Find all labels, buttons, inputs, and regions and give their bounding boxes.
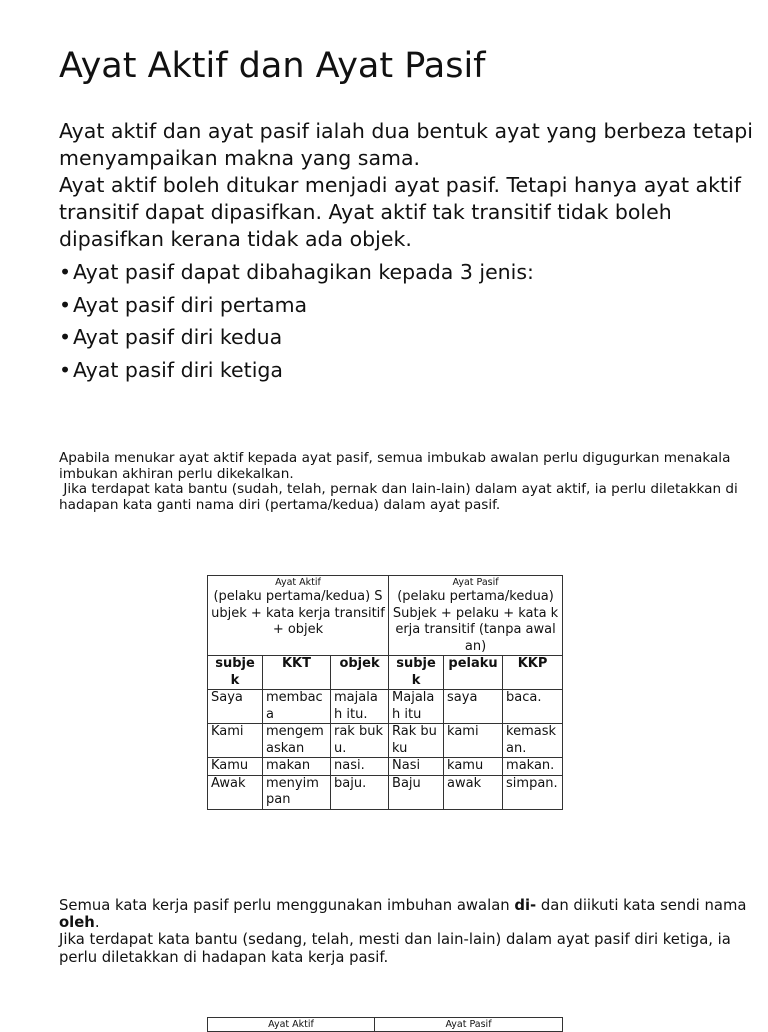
note2-paragraph-2: Jika terdapat kata bantu (sedang, telah, mesti dan lain-lain) dalam ayat pasif diri ketiga, ia perlu diletakkan di hadapan kata kerja pasif.: [59, 931, 731, 966]
table-cell: baju.: [331, 775, 389, 809]
prefix-di: di-: [514, 897, 537, 914]
table-cell: makan.: [503, 758, 563, 776]
note2-paragraph-1: Semua kata kerja pasif perlu menggunakan imbuhan awalan di- dan diikuti kata sendi nama oleh.: [59, 897, 747, 932]
active-caption: Ayat Aktif: [275, 577, 321, 588]
conversion-table-first-second-person: [207, 575, 563, 810]
column-header: objek: [331, 656, 389, 690]
word-oleh: oleh: [59, 914, 95, 932]
table-cell: baca.: [503, 690, 563, 724]
column-header: KKP: [503, 656, 563, 690]
bullet-icon: •: [59, 325, 72, 349]
table-column-header: [208, 656, 563, 690]
table-cell: kamu: [444, 758, 503, 776]
table-cell: kami: [444, 724, 503, 758]
table-cell: rak buku.: [331, 724, 389, 758]
active-group-header: [208, 1018, 375, 1032]
note1-paragraph-2: Jika terdapat kata bantu (sudah, telah, pernak dan lain-lain) dalam ayat aktif, ia perlu diletakkan di hadapan kata ganti nama diri (pertama/kedua) dalam ayat pasif.: [59, 481, 743, 513]
table-cell: membaca: [263, 690, 331, 724]
table-cell: Majalah itu: [389, 690, 444, 724]
bullet-list: [59, 259, 534, 389]
table-cell: kemaskan.: [503, 724, 563, 758]
bullet-icon: •: [59, 357, 72, 382]
passive-description: (pelaku pertama/kedua) Subjek + pelaku + kata kerja transitif (tanpa awalan): [392, 589, 559, 654]
note1-paragraph-1: Apabila menukar ayat aktif kepada ayat pasif, semua imbukab awalan perlu digugurkan menakala imbukan akhiran perlu dikekalkan.: [59, 450, 731, 482]
table-row: [208, 775, 563, 809]
table-cell: majalah itu.: [331, 690, 389, 724]
column-header: pelaku: [444, 656, 503, 690]
intro-text: [59, 118, 759, 253]
table-cell: Baju: [389, 775, 444, 809]
list-item: •Ayat pasif dapat dibahagikan kepada 3 jenis:: [59, 260, 534, 284]
passive-caption: Ayat Pasif: [452, 577, 499, 588]
table-group-header: [208, 576, 563, 656]
page-title: Ayat Aktif dan Ayat Pasif: [59, 46, 486, 86]
list-item: •Ayat pasif diri ketiga: [59, 357, 283, 382]
table-cell: awak: [444, 775, 503, 809]
table-cell: Kamu: [208, 758, 263, 776]
list-item: •Ayat pasif diri kedua: [59, 325, 283, 349]
table-cell: makan: [263, 758, 331, 776]
note-active-to-passive: [59, 450, 743, 513]
table-cell: saya: [444, 690, 503, 724]
table-cell: mengemaskan: [263, 724, 331, 758]
table-cell: Saya: [208, 690, 263, 724]
conversion-table-third-person: [207, 1017, 563, 1032]
active-group-header: [208, 576, 389, 656]
table-cell: simpan.: [503, 775, 563, 809]
passive-group-header: [389, 576, 563, 656]
table-cell: Awak: [208, 775, 263, 809]
table-row: [208, 758, 563, 776]
table-cell: nasi.: [331, 758, 389, 776]
table-group-header: [208, 1018, 563, 1032]
intro-paragraph-1: Ayat aktif dan ayat pasif ialah dua bentuk ayat yang berbeza tetapi menyampaikan makna yang sama.: [59, 119, 754, 170]
intro-paragraph-2: Ayat aktif boleh ditukar menjadi ayat pasif. Tetapi hanya ayat aktif transitif dapat dipasifkan. Ayat aktif tak transitif tidak boleh dipasifkan kerana tidak ada objek.: [59, 173, 741, 251]
bullet-icon: •: [59, 292, 72, 317]
table-row: [208, 724, 563, 758]
column-header: KKT: [263, 656, 331, 690]
bullet-icon: •: [59, 260, 72, 284]
list-item: •Ayat pasif diri pertama: [59, 292, 308, 317]
column-header: subjek: [208, 656, 263, 690]
table-cell: Rak buku: [389, 724, 444, 758]
table-cell: menyimpan: [263, 775, 331, 809]
active-description: (pelaku pertama/kedua) Subjek + kata kerja transitif + objek: [211, 589, 385, 637]
table-row: [208, 690, 563, 724]
note-passive-third-person: [59, 897, 749, 966]
passive-caption: Ayat Pasif: [445, 1019, 492, 1030]
column-header: subjek: [389, 656, 444, 690]
active-caption: Ayat Aktif: [268, 1019, 314, 1030]
table-cell: Nasi: [389, 758, 444, 776]
passive-group-header: [375, 1018, 563, 1032]
table-cell: Kami: [208, 724, 263, 758]
